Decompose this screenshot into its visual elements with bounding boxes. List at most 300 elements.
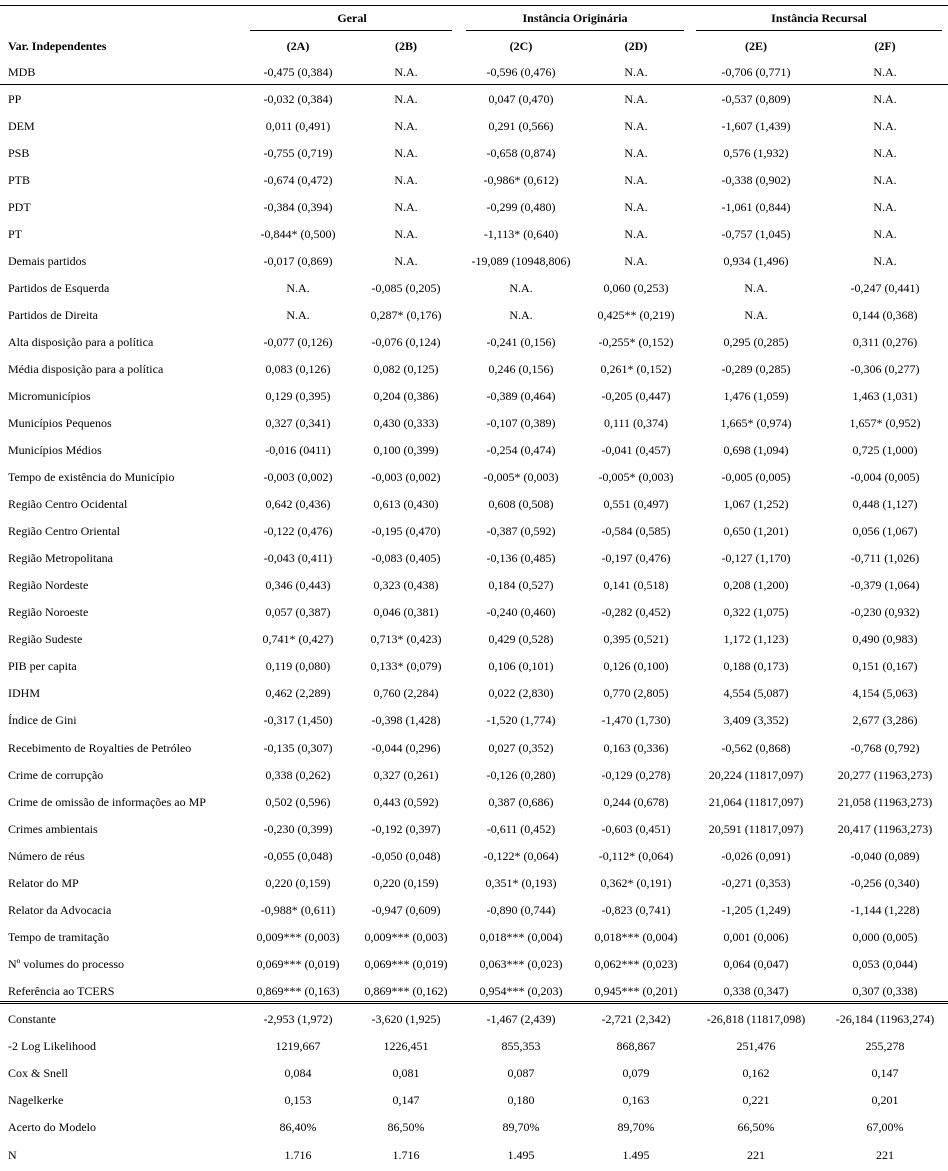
table-row xyxy=(0,305,948,325)
model-header: (2B) xyxy=(395,39,417,53)
table-cell: -0,005* (0,003) xyxy=(598,470,674,484)
table-cell: 0,046 (0,381) xyxy=(373,605,439,619)
table-cell: 67,00% xyxy=(866,1120,904,1134)
table-cell: -0,537 (0,809) xyxy=(721,92,791,106)
row-label: Cox & Snell xyxy=(8,1066,69,1080)
table-cell: 1,657* (0,952) xyxy=(849,416,921,430)
table-cell: 0,126 (0,100) xyxy=(603,659,669,673)
table-cell: -1,205 (1,249) xyxy=(721,903,791,917)
table-cell: -0,387 (0,592) xyxy=(486,524,556,538)
table-cell: 0,180 xyxy=(507,1093,535,1107)
table-cell: 0,119 (0,080) xyxy=(265,659,331,673)
table-cell: 0,011 (0,491) xyxy=(265,119,331,133)
row-label: N xyxy=(8,1148,17,1162)
top-rule xyxy=(0,5,948,6)
table-cell: N.A. xyxy=(509,308,533,322)
row-label: DEM xyxy=(8,119,35,133)
group-underline-recursal xyxy=(696,30,942,31)
table-cell: 0,047 (0,470) xyxy=(488,92,554,106)
table-row xyxy=(0,440,948,460)
model-header: (2A) xyxy=(286,39,310,53)
table-cell: 0,698 (1,094) xyxy=(723,443,789,457)
table-cell: 0,069*** (0,019) xyxy=(256,957,340,971)
table-row xyxy=(0,710,948,730)
table-cell: 0,163 xyxy=(622,1093,650,1107)
table-cell: -0,050 (0,048) xyxy=(371,849,441,863)
table-cell: -0,241 (0,156) xyxy=(486,335,556,349)
row-label: Região Noroeste xyxy=(8,605,89,619)
table-row xyxy=(0,197,948,217)
table-cell: -0,122 (0,476) xyxy=(263,524,333,538)
table-cell: 0,244 (0,678) xyxy=(603,795,669,809)
table-cell: 0,081 xyxy=(392,1066,420,1080)
table-cell: -0,197 (0,476) xyxy=(601,551,671,565)
table-cell: 0,770 (2,805) xyxy=(603,686,669,700)
table-cell: N.A. xyxy=(873,173,897,187)
table-cell: -0,240 (0,460) xyxy=(486,605,556,619)
table-cell: 86,50% xyxy=(387,1120,425,1134)
table-cell: -0,562 (0,868) xyxy=(721,741,791,755)
table-row xyxy=(0,656,948,676)
table-cell: 0,060 (0,253) xyxy=(603,281,669,295)
table-cell: 0,151 (0,167) xyxy=(852,659,918,673)
row-label: Crimes ambientais xyxy=(8,822,98,836)
table-row xyxy=(0,494,948,514)
table-cell: -1,467 (2,439) xyxy=(486,1012,556,1026)
table-cell: 89,70% xyxy=(502,1120,540,1134)
table-cell: 1.495 xyxy=(507,1148,535,1162)
table-row xyxy=(0,954,948,974)
row-label: -2 Log Likelihood xyxy=(8,1039,96,1053)
table-cell: -0,306 (0,277) xyxy=(850,362,920,376)
group-underline-geral xyxy=(250,30,452,31)
table-cell: 0,141 (0,518) xyxy=(603,578,669,592)
table-cell: 0,261* (0,152) xyxy=(600,362,672,376)
table-cell: -3,620 (1,925) xyxy=(371,1012,441,1026)
table-cell: 0,201 xyxy=(871,1093,899,1107)
table-cell: -0,003 (0,002) xyxy=(263,470,333,484)
row-label: Partidos de Direita xyxy=(8,308,98,322)
table-cell: 4,554 (5,087) xyxy=(723,686,789,700)
table-cell: -0,247 (0,441) xyxy=(850,281,920,295)
table-cell: N.A. xyxy=(509,281,533,295)
table-cell: N.A. xyxy=(873,227,897,241)
table-cell: 0,430 (0,333) xyxy=(373,416,439,430)
table-cell: -0,389 (0,464) xyxy=(486,389,556,403)
table-cell: -0,674 (0,472) xyxy=(263,173,333,187)
table-cell: -0,254 (0,474) xyxy=(486,443,556,457)
table-cell: -0,844* (0,500) xyxy=(260,227,336,241)
table-cell: -0,299 (0,480) xyxy=(486,200,556,214)
table-cell: 0,133* (0,079) xyxy=(370,659,442,673)
row-label: Crime de corrupção xyxy=(8,768,104,782)
table-row xyxy=(0,927,948,947)
table-cell: 0,351* (0,193) xyxy=(485,876,557,890)
table-cell: -0,083 (0,405) xyxy=(371,551,441,565)
table-cell: 0,129 (0,395) xyxy=(265,389,331,403)
table-cell: 0,027 (0,352) xyxy=(488,741,554,755)
table-cell: 0,000 (0,005) xyxy=(852,930,918,944)
table-cell: N.A. xyxy=(873,200,897,214)
group-geral: Geral xyxy=(337,11,367,25)
table-cell: 0,147 xyxy=(871,1066,899,1080)
table-cell: -0,986* (0,612) xyxy=(483,173,559,187)
table-cell: -0,947 (0,609) xyxy=(371,903,441,917)
table-cell: -1,061 (0,844) xyxy=(721,200,791,214)
table-cell: 1.716 xyxy=(392,1148,420,1162)
table-row xyxy=(0,116,948,136)
table-row xyxy=(0,765,948,785)
table-row xyxy=(0,1145,948,1165)
table-cell: -0,658 (0,874) xyxy=(486,146,556,160)
table-row xyxy=(0,359,948,379)
table-cell: 1.495 xyxy=(622,1148,650,1162)
table-cell: 0,934 (1,496) xyxy=(723,254,789,268)
table-cell: 868,867 xyxy=(616,1039,656,1053)
table-cell: 0,153 xyxy=(284,1093,312,1107)
table-cell: 0,018*** (0,004) xyxy=(479,930,563,944)
table-row xyxy=(0,251,948,271)
table-cell: N.A. xyxy=(394,254,418,268)
group-header-row xyxy=(0,8,948,28)
table-cell: N.A. xyxy=(624,227,648,241)
table-cell: -0,596 (0,476) xyxy=(486,65,556,79)
table-cell: -0,768 (0,792) xyxy=(850,741,920,755)
table-cell: -1,113* (0,640) xyxy=(483,227,559,241)
table-row xyxy=(0,738,948,758)
table-cell: -0,706 (0,771) xyxy=(721,65,791,79)
table-cell: -0,135 (0,307) xyxy=(263,741,333,755)
table-cell: -0,026 (0,091) xyxy=(721,849,791,863)
table-cell: 0,100 (0,399) xyxy=(373,443,439,457)
table-cell: N.A. xyxy=(744,281,768,295)
row-label: Alta disposição para a política xyxy=(8,335,154,349)
table-cell: N.A. xyxy=(624,146,648,160)
table-row xyxy=(0,846,948,866)
table-row xyxy=(0,62,948,82)
table-cell: -0,129 (0,278) xyxy=(601,768,671,782)
table-cell: 0,323 (0,438) xyxy=(373,578,439,592)
table-cell: N.A. xyxy=(624,65,648,79)
row-label: Constante xyxy=(8,1012,56,1026)
table-row xyxy=(0,548,948,568)
row-label: Região Centro Ocidental xyxy=(8,497,128,511)
table-cell: 0,246 (0,156) xyxy=(488,362,554,376)
table-cell: 0,162 xyxy=(742,1066,770,1080)
model-header: (2D) xyxy=(624,39,648,53)
table-cell: 21,058 (11963,273) xyxy=(837,795,933,809)
table-cell: 1,476 (1,059) xyxy=(723,389,789,403)
table-cell: -1,607 (1,439) xyxy=(721,119,791,133)
table-cell: -0,289 (0,285) xyxy=(721,362,791,376)
table-cell: 0,311 (0,276) xyxy=(852,335,918,349)
table-cell: 255,278 xyxy=(865,1039,905,1053)
table-cell: 0,338 (0,347) xyxy=(723,984,789,998)
table-cell: N.A. xyxy=(624,92,648,106)
table-cell: N.A. xyxy=(744,308,768,322)
table-cell: 20,417 (11963,273) xyxy=(837,822,933,836)
table-cell: 221 xyxy=(747,1148,765,1162)
table-cell: 0,869*** (0,162) xyxy=(364,984,448,998)
table-cell: 0,395 (0,521) xyxy=(603,632,669,646)
table-cell: -0,077 (0,126) xyxy=(263,335,333,349)
group-underline-originaria xyxy=(466,30,684,31)
table-cell: N.A. xyxy=(873,254,897,268)
row-label: Relator da Advocacia xyxy=(8,903,112,917)
table-cell: 0,057 (0,387) xyxy=(265,605,331,619)
table-cell: 0,009*** (0,003) xyxy=(256,930,340,944)
row-label: Demais partidos xyxy=(8,254,87,268)
table-cell: -0,005* (0,003) xyxy=(483,470,559,484)
row-label: Tempo de tramitação xyxy=(8,930,110,944)
table-cell: N.A. xyxy=(286,308,310,322)
table-cell: 0,082 (0,125) xyxy=(373,362,439,376)
table-cell: 0,954*** (0,203) xyxy=(479,984,563,998)
table-row xyxy=(0,467,948,487)
row-label: Municípios Pequenos xyxy=(8,416,112,430)
row-label: Municípios Médios xyxy=(8,443,102,457)
table-cell: 0,147 xyxy=(392,1093,420,1107)
table-cell: -0,379 (1,064) xyxy=(850,578,920,592)
table-cell: N.A. xyxy=(624,119,648,133)
table-cell: 0,307 (0,338) xyxy=(852,984,918,998)
table-cell: 0,111 (0,374) xyxy=(603,416,669,430)
table-cell: 0,184 (0,527) xyxy=(488,578,554,592)
table-cell: 1226,451 xyxy=(383,1039,429,1053)
table-cell: 0,327 (0,261) xyxy=(373,768,439,782)
table-row xyxy=(0,602,948,622)
table-cell: -0,205 (0,447) xyxy=(601,389,671,403)
table-cell: 0,713* (0,423) xyxy=(370,632,442,646)
table-cell: -0,003 (0,002) xyxy=(371,470,441,484)
row-label: PT xyxy=(8,227,23,241)
row-label: Região Nordeste xyxy=(8,578,89,592)
table-cell: 0,387 (0,686) xyxy=(488,795,554,809)
table-row xyxy=(0,89,948,109)
row-label: Referência ao TCERS xyxy=(8,984,115,998)
table-cell: -0,122* (0,064) xyxy=(483,849,559,863)
table-row xyxy=(0,575,948,595)
table-row xyxy=(0,819,948,839)
table-cell: N.A. xyxy=(394,227,418,241)
table-cell: N.A. xyxy=(624,254,648,268)
row-label: Relator do MP xyxy=(8,876,79,890)
table-cell: -0,040 (0,089) xyxy=(850,849,920,863)
table-cell: 1,172 (1,123) xyxy=(723,632,789,646)
table-cell: N.A. xyxy=(873,146,897,160)
model-header: (2C) xyxy=(509,39,533,53)
table-cell: N.A. xyxy=(394,146,418,160)
table-cell: 66,50% xyxy=(737,1120,775,1134)
table-cell: 1,665* (0,974) xyxy=(720,416,792,430)
table-cell: 0,079 xyxy=(622,1066,650,1080)
table-cell: -0,338 (0,902) xyxy=(721,173,791,187)
table-row xyxy=(0,873,948,893)
table-cell: 0,295 (0,285) xyxy=(723,335,789,349)
table-cell: 0,869*** (0,163) xyxy=(256,984,340,998)
table-cell: -0,195 (0,470) xyxy=(371,524,441,538)
table-cell: -0,136 (0,485) xyxy=(486,551,556,565)
table-cell: -0,384 (0,394) xyxy=(263,200,333,214)
table-cell: N.A. xyxy=(286,281,310,295)
table-cell: 0,613 (0,430) xyxy=(373,497,439,511)
table-cell: 20,277 (11963,273) xyxy=(837,768,933,782)
table-cell: -0,032 (0,384) xyxy=(263,92,333,106)
table-cell: -0,584 (0,585) xyxy=(601,524,671,538)
table-cell: 4,154 (5,063) xyxy=(852,686,918,700)
row-label: Acerto do Modelo xyxy=(8,1120,96,1134)
table-cell: -0,475 (0,384) xyxy=(263,65,333,79)
table-cell: -0,603 (0,451) xyxy=(601,822,671,836)
table-cell: 21,064 (11817,097) xyxy=(708,795,804,809)
table-cell: N.A. xyxy=(624,200,648,214)
table-cell: -2,721 (2,342) xyxy=(601,1012,671,1026)
table-cell: -1,520 (1,774) xyxy=(486,713,556,727)
table-cell: 0,760 (2,284) xyxy=(373,686,439,700)
table-cell: -0,192 (0,397) xyxy=(371,822,441,836)
table-cell: -0,112* (0,064) xyxy=(598,849,674,863)
table-cell: 0,083 (0,126) xyxy=(265,362,331,376)
row-label: PTB xyxy=(8,173,31,187)
table-cell: 0,188 (0,173) xyxy=(723,659,789,673)
row-label: Número de réus xyxy=(8,849,85,863)
table-cell: -0,271 (0,353) xyxy=(721,876,791,890)
table-cell: 0,642 (0,436) xyxy=(265,497,331,511)
row-label: Região Centro Oriental xyxy=(8,524,120,538)
table-cell: 0,022 (2,830) xyxy=(488,686,554,700)
table-cell: 1,067 (1,252) xyxy=(723,497,789,511)
table-cell: -0,107 (0,389) xyxy=(486,416,556,430)
table-row xyxy=(0,900,948,920)
table-cell: -1,144 (1,228) xyxy=(850,903,920,917)
table-row xyxy=(0,332,948,352)
row-label: PSB xyxy=(8,146,30,160)
table-cell: 0,220 (0,159) xyxy=(373,876,439,890)
table-row xyxy=(0,278,948,298)
table-cell: 0,608 (0,508) xyxy=(488,497,554,511)
table-cell: -0,255* (0,152) xyxy=(598,335,674,349)
table-cell: 0,087 xyxy=(507,1066,535,1080)
table-cell: 251,476 xyxy=(736,1039,776,1053)
table-cell: 0,208 (1,200) xyxy=(723,578,789,592)
table-cell: N.A. xyxy=(624,173,648,187)
row-label: Nº volumes do processo xyxy=(8,957,125,971)
table-cell: -0,757 (1,045) xyxy=(721,227,791,241)
table-cell: -0,230 (0,399) xyxy=(263,822,333,836)
row-label: Nagelkerke xyxy=(8,1093,64,1107)
table-cell: -0,076 (0,124) xyxy=(371,335,441,349)
table-cell: 0,650 (1,201) xyxy=(723,524,789,538)
table-cell: N.A. xyxy=(394,119,418,133)
table-row xyxy=(0,792,948,812)
table-cell: -0,823 (0,741) xyxy=(601,903,671,917)
table-cell: -26,184 (11963,274) xyxy=(835,1012,935,1026)
table-cell: -2,953 (1,972) xyxy=(263,1012,333,1026)
model-header: (2F) xyxy=(874,39,896,53)
table-row xyxy=(0,521,948,541)
table-row xyxy=(0,143,948,163)
table-cell: -0,127 (1,170) xyxy=(721,551,791,565)
table-cell: N.A. xyxy=(394,173,418,187)
table-row xyxy=(0,683,948,703)
table-cell: 0,220 (0,159) xyxy=(265,876,331,890)
table-cell: 0,009*** (0,003) xyxy=(364,930,448,944)
table-cell: 0,064 (0,047) xyxy=(723,957,789,971)
table-cell: -0,282 (0,452) xyxy=(601,605,671,619)
table-cell: 1.716 xyxy=(284,1148,312,1162)
row-label: Partidos de Esquerda xyxy=(8,281,110,295)
table-cell: -0,005 (0,005) xyxy=(721,470,791,484)
table-cell: 0,327 (0,341) xyxy=(265,416,331,430)
table-cell: 0,163 (0,336) xyxy=(603,741,669,755)
table-cell: 0,429 (0,528) xyxy=(488,632,554,646)
table-cell: N.A. xyxy=(394,92,418,106)
table-row xyxy=(0,224,948,244)
row-label: Recebimento de Royalties de Petróleo xyxy=(8,741,192,755)
table-cell: 0,741* (0,427) xyxy=(262,632,334,646)
table-cell: -19,089 (10948,806) xyxy=(471,254,571,268)
table-cell: 0,576 (1,932) xyxy=(723,146,789,160)
table-cell: -0,043 (0,411) xyxy=(263,551,333,565)
row-label: Média disposição para a política xyxy=(8,362,164,376)
table-cell: 0,346 (0,443) xyxy=(265,578,331,592)
table-cell: 0,144 (0,368) xyxy=(852,308,918,322)
table-cell: -0,126 (0,280) xyxy=(486,768,556,782)
table-row xyxy=(0,1117,948,1137)
column-header-row xyxy=(0,36,948,56)
table-row xyxy=(0,1036,948,1056)
table-cell: 0,490 (0,983) xyxy=(852,632,918,646)
table-cell: 0,443 (0,592) xyxy=(373,795,439,809)
table-cell: 86,40% xyxy=(279,1120,317,1134)
row-label: Micromunicípios xyxy=(8,389,91,403)
table-cell: 0,291 (0,566) xyxy=(488,119,554,133)
table-cell: N.A. xyxy=(394,65,418,79)
var-header: Var. Independentes xyxy=(8,39,107,53)
table-cell: -0,317 (1,450) xyxy=(263,713,333,727)
table-cell: 20,224 (11817,097) xyxy=(708,768,804,782)
table-cell: N.A. xyxy=(873,65,897,79)
table-row xyxy=(0,1090,948,1110)
table-cell: 0,551 (0,497) xyxy=(603,497,669,511)
table-cell: 1219,667 xyxy=(275,1039,321,1053)
table-cell: N.A. xyxy=(873,119,897,133)
table-cell: 221 xyxy=(876,1148,894,1162)
table-cell: 20,591 (11817,097) xyxy=(708,822,804,836)
header-rule xyxy=(0,84,948,85)
table-row xyxy=(0,981,948,1001)
row-label: MDB xyxy=(8,65,36,79)
table-cell: 89,70% xyxy=(617,1120,655,1134)
table-cell: -0,016 (0411) xyxy=(265,443,331,457)
stats-rule-2 xyxy=(0,1003,948,1004)
table-cell: 855,353 xyxy=(501,1039,541,1053)
table-cell: 0,084 xyxy=(284,1066,312,1080)
row-label: IDHM xyxy=(8,686,40,700)
table-row xyxy=(0,629,948,649)
table-cell: 0,725 (1,000) xyxy=(852,443,918,457)
table-cell: 0,063*** (0,023) xyxy=(479,957,563,971)
table-cell: 0,018*** (0,004) xyxy=(594,930,678,944)
table-cell: -0,085 (0,205) xyxy=(371,281,441,295)
row-label: Região Sudeste xyxy=(8,632,83,646)
table-cell: 0,106 (0,101) xyxy=(488,659,554,673)
table-cell: 0,053 (0,044) xyxy=(852,957,918,971)
table-row xyxy=(0,413,948,433)
table-cell: N.A. xyxy=(394,200,418,214)
table-cell: 0,362* (0,191) xyxy=(600,876,672,890)
table-cell: -0,611 (0,452) xyxy=(486,822,556,836)
